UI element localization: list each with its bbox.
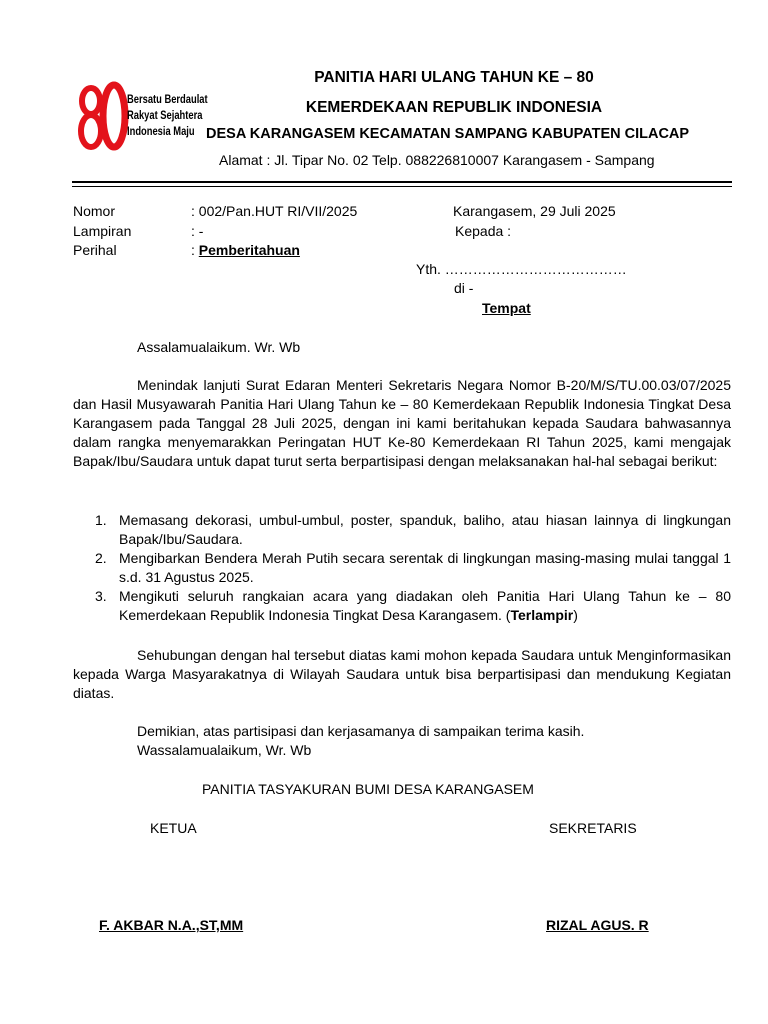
list-item-number: 3. [95, 588, 107, 604]
nomor-label: Nomor [73, 203, 116, 219]
logo-number-80-icon [81, 85, 125, 147]
list-item-number: 2. [95, 550, 107, 566]
letterhead-rule-thick [72, 181, 732, 183]
sekretaris-label: SEKRETARIS [549, 820, 637, 836]
signature-org: PANITIA TASYAKURAN BUMI DESA KARANGASEM [202, 781, 534, 797]
yth-line: Yth. ………………………………… [416, 261, 627, 277]
letterhead-title-3: DESA KARANGASEM KECAMATAN SAMPANG KABUPATEN CILACAP [206, 126, 690, 142]
paragraph-2-text: Sehubungan dengan hal tersebut diatas kami mohon kepada Saudara untuk Menginformasikan kepada Warga Masyarakatnya di Wilayah Saudara untuk bisa berpartisipasi dan mendukung Kegiatan diatas. [73, 647, 731, 701]
perihal-colon: : [191, 242, 199, 258]
logo-tagline-line-1: Bersatu Berdaulat [127, 92, 208, 106]
sekretaris-name: RIZAL AGUS. R [546, 917, 649, 933]
list-item [95, 587, 731, 625]
letterhead-rule-thin [72, 186, 732, 187]
paragraph-1 [73, 376, 731, 471]
place-date: Karangasem, 29 Juli 2025 [453, 203, 616, 219]
list-item-after: ) [573, 607, 578, 623]
greeting: Assalamualaikum. Wr. Wb [137, 339, 301, 355]
paragraph-2 [73, 646, 731, 703]
action-list [95, 511, 731, 625]
letterhead-title-1: PANITIA HARI ULANG TAHUN KE – 80 [314, 69, 594, 86]
ketua-label: KETUA [150, 820, 197, 836]
lampiran-label: Lampiran [73, 223, 132, 239]
perihal-label: Perihal [73, 242, 117, 258]
list-item-bold: Terlampir [510, 607, 574, 623]
list-item-text: Mengibarkan Bendera Merah Putih secara serentak di lingkungan masing-masing mulai tanggal 1 s.d. 31 Agustus 2025. [119, 550, 731, 585]
list-item-number: 1. [95, 512, 107, 528]
ketua-name: F. AKBAR N.A.,ST,MM [99, 917, 244, 933]
letterhead-address: Alamat : Jl. Tipar No. 02 Telp. 088226810007 Karangasem - Sampang [219, 152, 655, 168]
paragraph-1-text: Menindak lanjuti Surat Edaran Menteri Sekretaris Negara Nomor B-20/M/S/TU.00.03/07/2025 dan Hasil Musyawarah Panitia Hari Ulang Tahun ke – 80 Kemerdekaan Republik Indonesia Tingkat Desa Karangasem pada Tanggal 28 Juli 2025, dengan ini kami beritahukan kepada Saudara bahwasannya dalam rangka menyemarakkan Peringatan HUT Ke-80 Kemerdekaan RI Tahun 2025, kami mengajak Bapak/Ibu/Saudara untuk dapat turut serta berpartisipasi dengan melaksanakan hal-hal sebagai berikut: [73, 377, 731, 469]
di-label: di - [454, 280, 474, 296]
list-item [95, 511, 731, 549]
letterhead-title-2: KEMERDEKAAN REPUBLIK INDONESIA [305, 99, 603, 116]
list-item-text: Mengikuti seluruh rangkaian acara yang diadakan oleh Panitia Hari Ulang Tahun ke – 80 Kemerdekaan Republik Indonesia Tingkat Desa Karangasem. ( [119, 588, 731, 623]
logo-tagline-line-3: Indonesia Maju [127, 124, 195, 138]
perihal-field [191, 241, 300, 260]
closing-thanks: Demikian, atas partisipasi dan kerjasamanya di sampaikan terima kasih. [137, 723, 585, 739]
lampiran-value: : - [191, 223, 204, 239]
nomor-value: : 002/Pan.HUT RI/VII/2025 [191, 203, 358, 219]
closing-salam: Wassalamualaikum, Wr. Wb [137, 742, 312, 758]
logo-tagline-line-2: Rakyat Sejahtera [127, 108, 203, 122]
tempat-label: Tempat [482, 300, 531, 316]
list-item-text: Memasang dekorasi, umbul-umbul, poster, spanduk, baliho, atau hiasan lainnya di lingkungan Bapak/Ibu/Saudara. [119, 512, 731, 547]
perihal-value: Pemberitahuan [198, 242, 300, 258]
kepada-label: Kepada : [455, 223, 512, 239]
logo-tagline [127, 91, 208, 139]
list-item [95, 549, 731, 587]
